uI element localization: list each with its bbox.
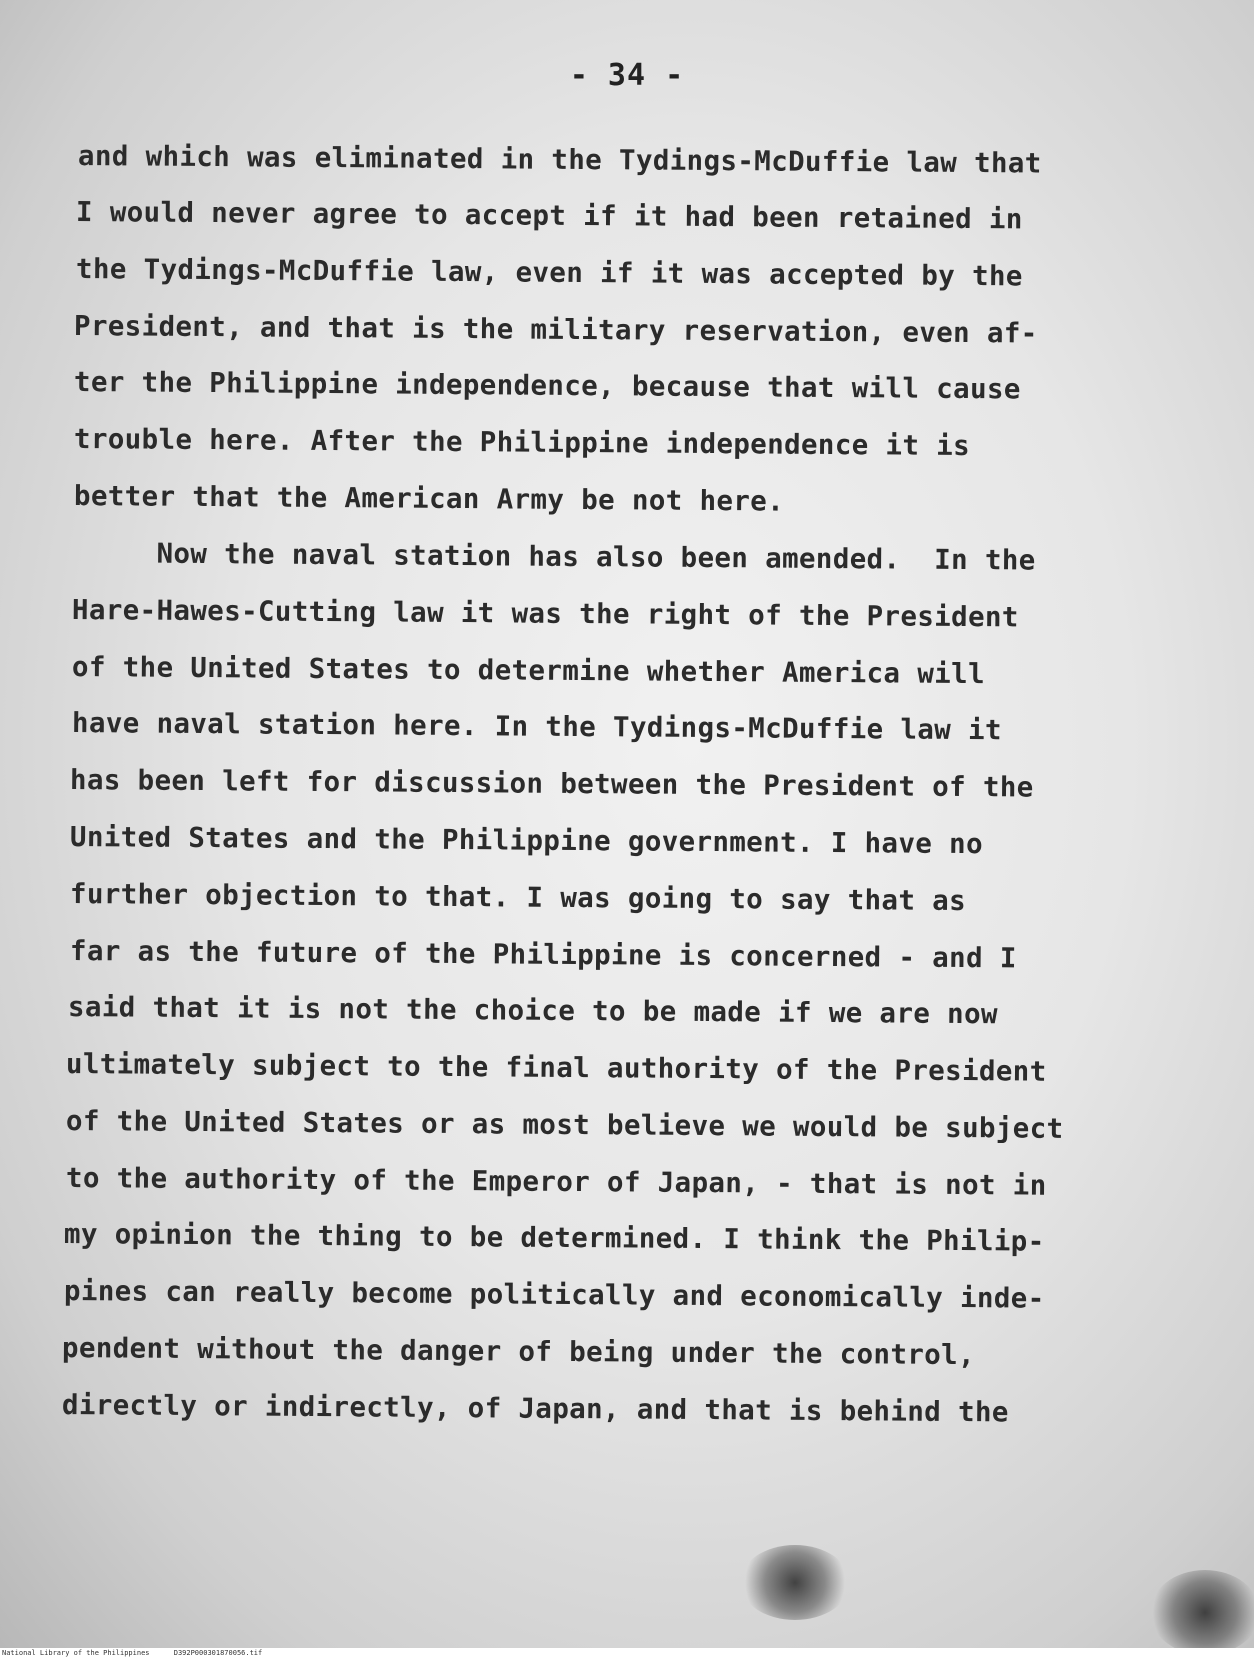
text-line-21: pines can really become politically and economically inde- xyxy=(63,1275,1045,1315)
text-line-16: said that it is not the choice to be made if we are now xyxy=(67,991,998,1031)
footer-library: National Library of the Philippines xyxy=(2,1649,150,1657)
text-line-4: President, and that is the military reservation, even af- xyxy=(73,310,1038,350)
text-line-3: the Tydings-McDuffie law, even if it was accepted by the xyxy=(75,253,1023,293)
scan-footer xyxy=(0,1648,1254,1658)
text-line-15: far as the future of the Philippine is concerned - and I xyxy=(69,935,1017,975)
text-line-14: further objection to that. I was going to say that as xyxy=(69,878,967,918)
text-line-12: has been left for discussion between the President of the xyxy=(69,764,1034,804)
text-line-8: Now the naval station has also been amended. In the xyxy=(71,537,1036,577)
ink-smudge xyxy=(1150,1570,1254,1648)
text-line-23: directly or indirectly, of Japan, and that is behind the xyxy=(61,1389,1009,1429)
text-line-7: better that the American Army be not here. xyxy=(73,480,785,518)
text-line-13: United States and the Philippine government. I have no xyxy=(69,821,984,861)
text-line-19: to the authority of the Emperor of Japan, - that is not in xyxy=(65,1162,1047,1202)
text-line-22: pendent without the danger of being under the control, xyxy=(61,1332,976,1372)
text-line-2: I would never agree to accept if it had been retained in xyxy=(75,196,1023,236)
text-line-10: of the United States to determine whether America will xyxy=(71,651,986,691)
text-line-5: ter the Philippine independence, because that will cause xyxy=(73,366,1021,406)
text-line-18: of the United States or as most believe we would be subject xyxy=(65,1105,1064,1145)
ink-smudge xyxy=(740,1545,850,1620)
text-line-17: ultimately subject to the final authority of the President xyxy=(65,1048,1047,1088)
text-line-11: have naval station here. In the Tydings-McDuffie law it xyxy=(71,707,1002,747)
text-line-9: Hare-Hawes-Cutting law it was the right of the President xyxy=(71,594,1019,634)
text-line-20: my opinion the thing to be determined. I think the Philip- xyxy=(63,1218,1045,1258)
page-number: - 34 - xyxy=(569,58,685,93)
footer-filename: D392P000301870056.tif xyxy=(173,1649,263,1657)
text-line-1: and which was eliminated in the Tydings-McDuffie law that xyxy=(77,140,1042,180)
text-line-6: trouble here. After the Philippine independence it is xyxy=(73,423,971,463)
